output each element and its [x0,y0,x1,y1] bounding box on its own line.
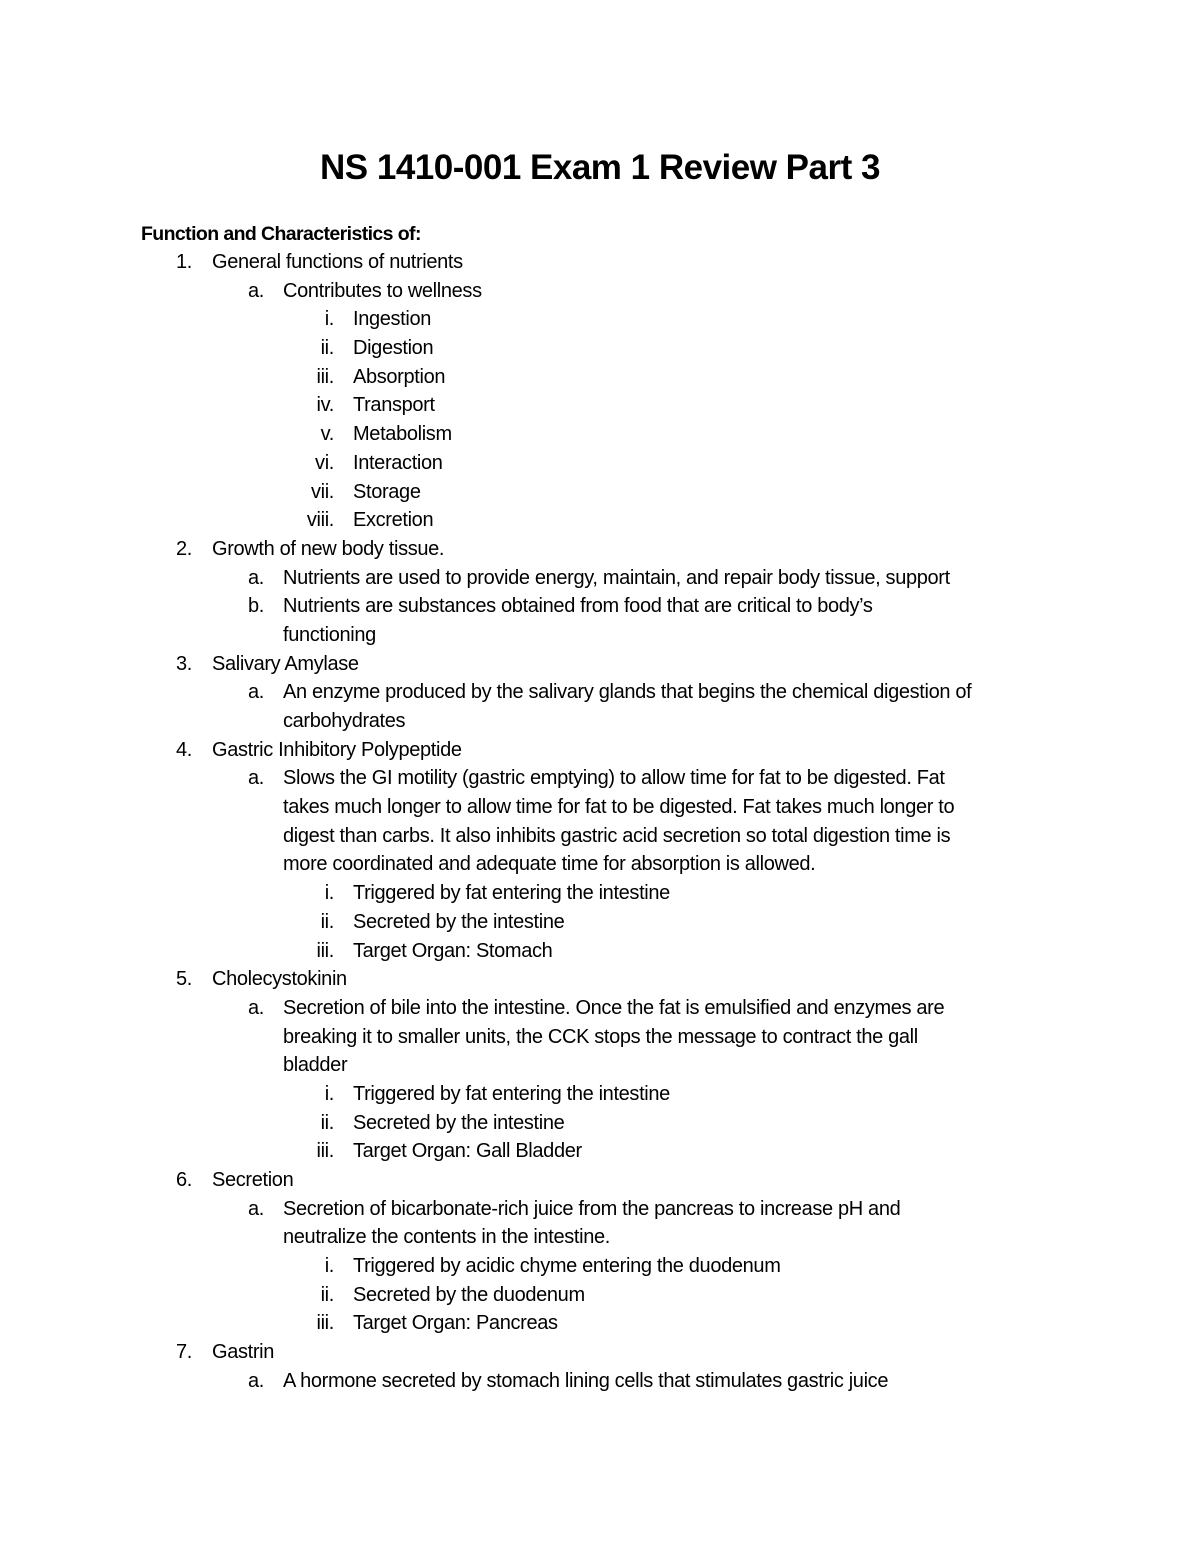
list-item-text: functioning [283,623,376,646]
outline-point [0,1137,1200,1166]
review-outline [0,248,1200,1396]
list-marker: i. [324,882,334,905]
list-marker: v. [320,423,334,446]
list-marker: iii. [316,365,334,388]
outline-subitem-continuation [0,850,1200,879]
list-item-text: Secreted by the intestine [353,910,565,933]
list-item-text: A hormone secreted by stomach lining cells that stimulates gastric juice [283,1369,889,1392]
outline-subitem-continuation [0,1223,1200,1252]
list-item-text: Absorption [353,365,446,388]
list-marker: a. [248,1197,264,1220]
list-marker: a. [248,681,264,704]
list-item-text: Target Organ: Stomach [353,939,553,962]
list-item-text: General functions of nutrients [212,251,463,273]
outline-subitem [0,1195,1200,1224]
outline-item [0,1166,1200,1195]
list-item-text: digest than carbs. It also inhibits gastric acid secretion so total digestion time is [283,824,951,847]
list-item-text: Secreted by the duodenum [353,1283,585,1306]
outline-subitem [0,564,1200,593]
outline-item [0,965,1200,994]
outline-item [0,535,1200,564]
list-item-text: Nutrients are used to provide energy, maintain, and repair body tissue, support [283,566,950,589]
list-marker: a. [248,1369,264,1392]
list-item-text: bladder [283,1054,348,1077]
list-item-text: Nutrients are substances obtained from food that are critical to body’s [283,595,873,618]
list-item-text: breaking it to smaller units, the CCK stops the message to contract the gall [283,1025,918,1048]
list-item-text: Growth of new body tissue. [212,537,445,560]
outline-subitem [0,678,1200,707]
list-item-text: Secretion of bile into the intestine. Once the fat is emulsified and enzymes are [283,996,945,1019]
list-marker: 6. [176,1169,192,1191]
list-item-text: Interaction [353,451,443,474]
document-title: NS 1410-001 Exam 1 Review Part 3 [320,148,880,187]
outline-point [0,506,1200,535]
outline-point [0,363,1200,392]
outline-point [0,420,1200,449]
outline-point [0,1109,1200,1138]
list-marker: vii. [310,480,334,503]
list-item-text: Target Organ: Gall Bladder [353,1140,582,1163]
list-item-text: more coordinated and adequate time for absorption is allowed. [283,853,816,876]
outline-point [0,1080,1200,1109]
list-item-text: carbohydrates [283,710,406,732]
list-marker: i. [324,308,334,331]
list-marker: a. [248,767,264,790]
outline-point [0,478,1200,507]
outline-item [0,1338,1200,1367]
outline-item [0,248,1200,277]
outline-point [0,305,1200,334]
list-marker: 1. [176,251,192,273]
outline-subitem-continuation [0,621,1200,650]
list-item-text: neutralize the contents in the intestine. [283,1226,610,1249]
list-item-text: Contributes to wellness [283,279,482,302]
outline-point [0,334,1200,363]
list-marker: a. [248,566,264,589]
list-item-text: Gastrin [212,1341,275,1364]
list-item-text: Triggered by acidic chyme entering the duodenum [353,1255,781,1278]
list-item-text: Secretion of bicarbonate-rich juice from the pancreas to increase pH and [283,1197,901,1220]
list-item-text: Triggered by fat entering the intestine [353,1082,670,1105]
list-marker: i. [324,1255,334,1278]
outline-point [0,1281,1200,1310]
outline-point [0,449,1200,478]
outline-point [0,879,1200,908]
list-marker: a. [248,279,264,302]
list-item-text: Excretion [353,509,434,532]
outline-subitem-continuation [0,822,1200,851]
list-item-text: Triggered by fat entering the intestine [353,882,670,905]
list-marker: ii. [320,910,334,933]
list-item-text: Slows the GI motility (gastric emptying) to allow time for fat to be digested. Fat [283,767,945,790]
list-item-text: Storage [353,480,421,503]
list-item-text: Digestion [353,337,434,360]
outline-item [0,650,1200,679]
list-marker: 2. [176,537,192,560]
list-item-text: Transport [353,394,435,417]
list-marker: vi. [315,451,334,474]
list-item-text: Secretion [212,1169,294,1191]
outline-subitem-continuation [0,1051,1200,1080]
outline-point [0,908,1200,937]
list-marker: iv. [316,394,334,417]
outline-subitem-continuation [0,793,1200,822]
outline-item [0,736,1200,765]
list-marker: 4. [176,738,192,761]
list-marker: 5. [176,968,192,991]
list-marker: ii. [320,1283,334,1306]
list-marker: iii. [316,939,334,962]
list-marker: iii. [316,1312,334,1335]
list-item-text: Ingestion [353,308,432,331]
outline-point [0,1309,1200,1338]
section-heading: Function and Characteristics of: [141,223,421,245]
outline-subitem [0,277,1200,306]
list-marker: i. [324,1082,334,1105]
outline-subitem [0,1367,1200,1396]
outline-subitem-continuation [0,1023,1200,1052]
list-marker: 7. [176,1341,192,1364]
list-marker: iii. [316,1140,334,1163]
list-item-text: Salivary Amylase [212,652,359,675]
outline-point [0,391,1200,420]
outline-subitem-continuation [0,707,1200,736]
outline-subitem [0,994,1200,1023]
list-item-text: Gastric Inhibitory Polypeptide [212,738,462,761]
list-item-text: An enzyme produced by the salivary glands that begins the chemical digestion of [283,681,972,704]
list-marker: ii. [320,337,334,360]
list-item-text: Metabolism [353,423,452,446]
outline-point [0,937,1200,966]
outline-subitem [0,764,1200,793]
list-item-text: takes much longer to allow time for fat to be digested. Fat takes much longer to [283,796,955,819]
list-item-text: Cholecystokinin [212,968,347,991]
list-marker: a. [248,996,264,1019]
list-marker: b. [248,595,264,618]
outline-point [0,1252,1200,1281]
list-marker: viii. [306,509,334,532]
outline-subitem [0,592,1200,621]
list-marker: 3. [176,652,192,675]
list-item-text: Target Organ: Pancreas [353,1312,558,1335]
list-item-text: Secreted by the intestine [353,1111,565,1134]
list-marker: ii. [320,1111,334,1134]
